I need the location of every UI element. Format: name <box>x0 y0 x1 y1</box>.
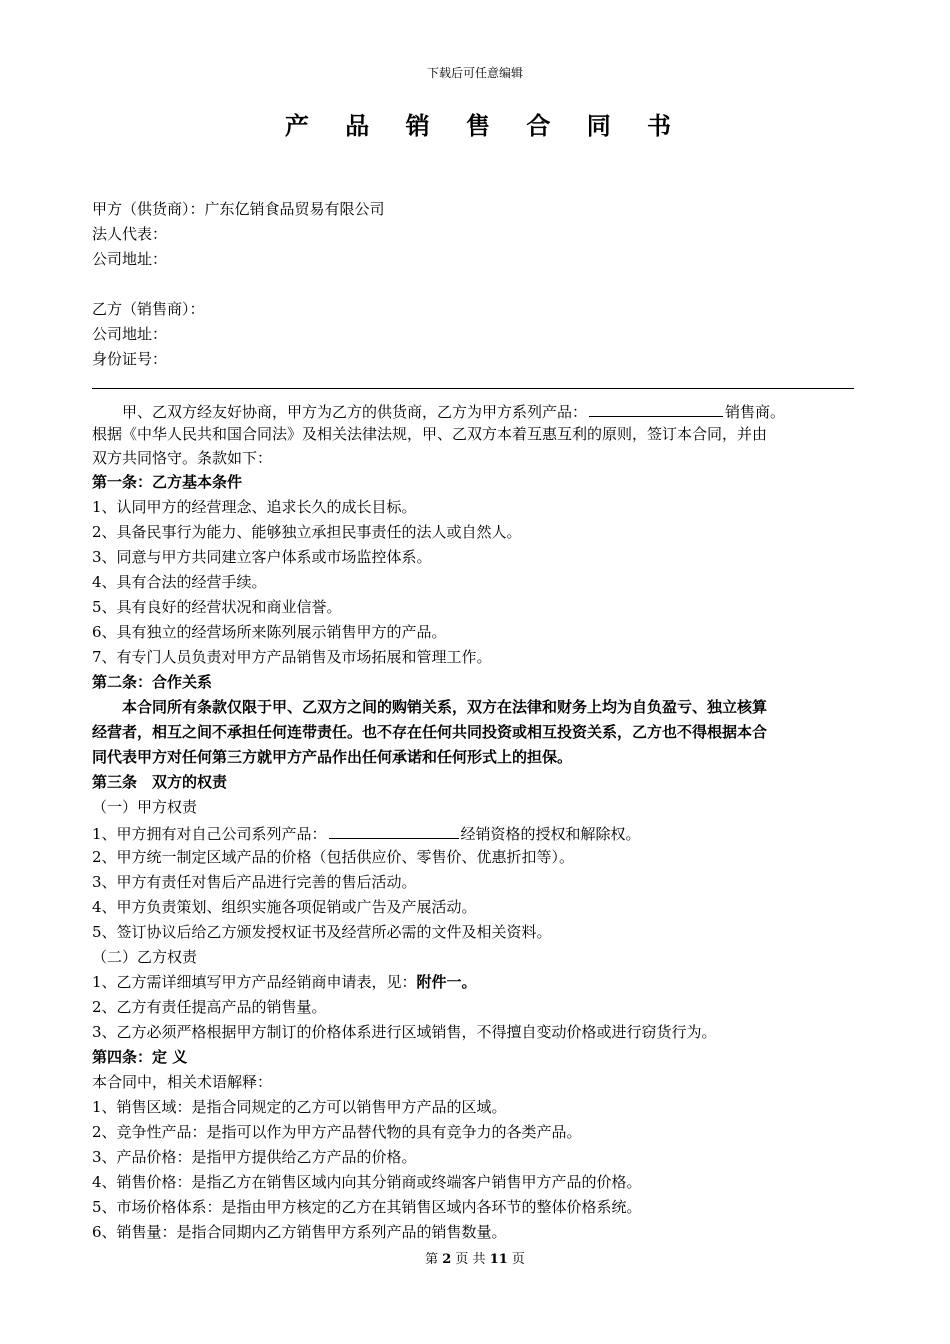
article-2-line: 同代表甲方对任何第三方就甲方产品作出任何承诺和任何形式上的担保。 <box>92 748 573 766</box>
b1-text-a: 1、乙方需详细填写甲方产品经销商申请表，见： <box>92 973 417 991</box>
article-1-item: 6、具有独立的经营场所来陈列展示销售甲方的产品。 <box>92 623 447 641</box>
article-1-item: 1、认同甲方的经营理念、追求长久的成长目标。 <box>92 498 417 516</box>
article-2-line: 经营者，相互之间不承担任何连带责任。也不存在任何共同投资或相互投资关系，乙方也不得根据本合 <box>92 723 768 741</box>
intro-text-b: 销售商。 <box>725 403 786 421</box>
article-4-item: 4、销售价格：是指乙方在销售区域内向其分销商或终端客户销售甲方产品的价格。 <box>92 1173 642 1191</box>
article-3-a-item: 4、甲方负责策划、组织实施各项促销或广告及产展活动。 <box>92 898 477 916</box>
footer-prefix: 第 <box>425 1252 439 1267</box>
product-blank <box>589 400 723 417</box>
article-2-line: 本合同所有条款仅限于甲、乙双方之间的购销关系，双方在法律和财务上均为自负盈亏、独立核算 <box>122 698 768 716</box>
article-3-a-item-1 <box>92 822 641 844</box>
party-b-id-label: 身份证号： <box>92 350 168 368</box>
party-b-address-label: 公司地址： <box>92 325 168 343</box>
article-3-b-item-1 <box>92 972 477 992</box>
party-a-label: 甲方（供货商）： <box>92 200 205 218</box>
article-1-heading: 第一条：乙方基本条件 <box>92 473 243 491</box>
article-3-a-item: 5、签订协议后给乙方颁发授权证书及经营所必需的文件及相关资料。 <box>92 923 552 941</box>
article-1-item: 4、具有合法的经营手续。 <box>92 573 267 591</box>
article-3-b-item: 2、乙方有责任提高产品的销售量。 <box>92 998 327 1016</box>
article-3-b-item: 3、乙方必须严格根据甲方制订的价格体系进行区域销售，不得擅自变动价格或进行窃货行为。 <box>92 1023 717 1041</box>
article-4-item: 6、销售量：是指合同期内乙方销售甲方系列产品的销售数量。 <box>92 1223 507 1241</box>
party-a-address-label: 公司地址： <box>92 250 168 268</box>
intro-text-a: 甲、乙双方经友好协商，甲方为乙方的供货商，乙方为甲方系列产品： <box>122 403 588 421</box>
article-1-item: 3、同意与甲方共同建立客户体系或市场监控体系。 <box>92 548 432 566</box>
attachment-ref: 附件一。 <box>416 973 477 991</box>
article-3-sub-a: （一）甲方权责 <box>92 798 198 816</box>
intro-line-2: 根据《中华人民共和国合同法》及相关法律法规，甲、乙双方本着互惠互利的原则，签订本合同，并由 <box>92 425 768 443</box>
article-3-a-item: 3、甲方有责任对售后产品进行完善的售后活动。 <box>92 873 417 891</box>
article-3-a-item: 2、甲方统一制定区域产品的价格（包括供应价、零售价、优惠折扣等）。 <box>92 848 575 866</box>
article-4-item: 2、竞争性产品：是指可以作为甲方产品替代物的具有竞争力的各类产品。 <box>92 1123 582 1141</box>
article-4-heading: 第四条：定 义 <box>92 1048 188 1066</box>
article-3-heading: 第三条 双方的权责 <box>92 773 228 791</box>
series-product-blank <box>329 822 459 839</box>
party-a-name: 广东亿销食品贸易有限公司 <box>204 200 385 218</box>
article-3-sub-b: （二）乙方权责 <box>92 948 198 966</box>
article-4-item: 5、市场价格体系：是指由甲方核定的乙方在其销售区域内各环节的整体价格系统。 <box>92 1198 642 1216</box>
intro-line-1 <box>122 400 785 422</box>
article-4-item: 1、销售区域：是指合同规定的乙方可以销售甲方产品的区域。 <box>92 1098 507 1116</box>
article-1-item: 5、具有良好的经营状况和商业信誉。 <box>92 598 342 616</box>
intro-line-3: 双方共同恪守。条款如下： <box>92 449 273 467</box>
article-2-heading: 第二条：合作关系 <box>92 673 213 691</box>
a1-text-b: 经销资格的授权和解除权。 <box>460 825 641 843</box>
article-1-item: 2、具备民事行为能力、能够独立承担民事责任的法人或自然人。 <box>92 523 522 541</box>
footer-middle: 页 共 <box>455 1252 486 1267</box>
page-total: 11 <box>489 1252 508 1267</box>
article-4-item: 3、产品价格：是指甲方提供给乙方产品的价格。 <box>92 1148 417 1166</box>
header-note: 下载后可任意编辑 <box>426 66 523 80</box>
article-4-intro: 本合同中，相关术语解释： <box>92 1073 273 1091</box>
footer-suffix: 页 <box>511 1252 525 1267</box>
page-number: 2 <box>442 1252 452 1267</box>
legal-rep-label: 法人代表： <box>92 225 168 243</box>
divider-rule <box>92 388 854 389</box>
page-footer <box>0 1248 950 1267</box>
article-1-item: 7、有专门人员负责对甲方产品销售及市场拓展和管理工作。 <box>92 648 492 666</box>
party-b-label: 乙方（销售商）： <box>92 300 205 318</box>
party-a-line <box>92 199 385 219</box>
document-title: 产 品 销 售 合 同 书 <box>284 111 686 140</box>
a1-text-a: 1、甲方拥有对自己公司系列产品： <box>92 825 327 843</box>
